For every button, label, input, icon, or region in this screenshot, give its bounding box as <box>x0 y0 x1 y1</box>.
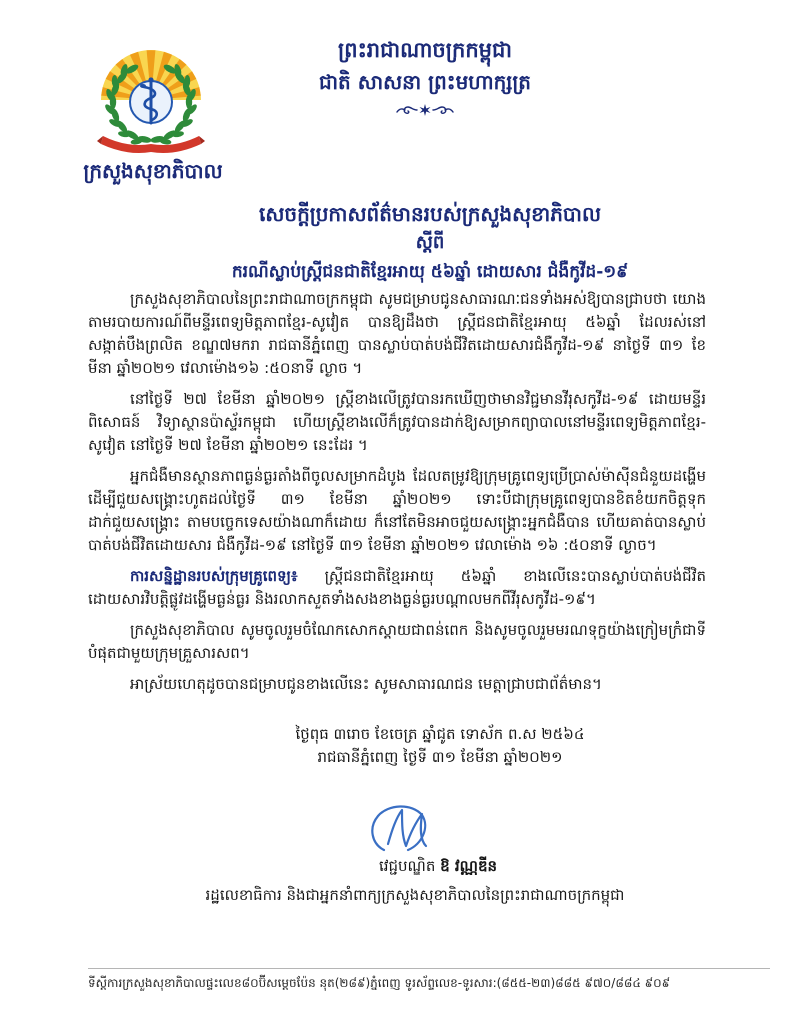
announcement-title <box>110 199 750 287</box>
title-main: សេចក្តីប្រកាសព័ត៌មានរបស់ក្រសួងសុខាភិបាល <box>259 202 601 226</box>
conclusion-lead: ការសន្និដ្ឋានរបស់ក្រុមគ្រូពេទ្យ៖ <box>130 567 298 585</box>
signature-mark-icon <box>362 800 440 856</box>
red-ribbon <box>97 136 205 153</box>
footer-divider <box>88 968 770 969</box>
ministry-name: ក្រសួងសុខាភិបាល <box>83 159 223 183</box>
announcement-body <box>88 288 706 710</box>
solar-date: រាជធានីភ្នំពេញ ថ្ងៃទី ៣១ ខែមីនា ឆ្នាំ២០២១ <box>317 748 563 766</box>
conclusion-text: ស្ត្រីជនជាតិខ្មែរអាយុ ៥៦ឆ្នាំ ខាងលើនេះបានស្លាប់បាត់បង់ជីវិតដោយសារវិបត្តិផ្លូវដង្ហើមធ្ងន់ធ្ងរ និងរលាកសួតទាំងសងខាងធ្ងន់ធ្ងរបណ្តាលមកពីវីរុសកូវីដ-១៩។ <box>88 567 706 608</box>
title-subject: ករណីស្លាប់ស្ត្រីជនជាតិខ្មែរអាយុ ៥៦ឆ្នាំ ដោយសារ ជំងឺកូវីដ-១៩ <box>231 262 629 282</box>
paragraph-test-result: នៅថ្ងៃទី ២៧ ខែមីនា ឆ្នាំ២០២១ ស្ត្រីខាងលើត្រូវបានរកឃើញថាមានវិជ្ជមានវីរុសកូវីដ-១៩ ដោយមន្ទីរពិសោធន៍ វិទ្យាស្ថានប៉ាស្ទ័រកម្ពុជា ហើយស្ត្រីខាងលើក៏ត្រូវបានដាក់ឱ្យសម្រាកព្យាបាលនៅមន្ទីរពេទ្យមិត្តភាពខ្មែរ-សូវៀត នៅថ្ងៃទី ២៧ ខែមីនា ឆ្នាំ២០២១ នេះដែរ ។ <box>88 390 706 454</box>
title-subject-label: ស្តីពី <box>415 232 445 253</box>
signatory-position: រដ្ឋលេខាធិការ និងជាអ្នកនាំពាក្យក្រសួងសុខាភិបាលនៃព្រះរាជាណាចក្រកម្ពុជា <box>205 886 625 904</box>
kingdom-title: ព្រះរាជាណាចក្រកម្ពុជា <box>337 38 512 62</box>
dateline <box>240 723 640 769</box>
signatory-name-line <box>238 853 638 879</box>
footer-address: ទីស្តីការក្រសួងសុខាភិបាលផ្ទះលេខ៨០ប៊ីសម្តេចប៉ែន នុត(២៨៩)ភ្នំពេញ ទូរស័ព្ទលេខ-ទូរសារ:(៨៥៥-២៣)៨៨៥ ៩៧០/៨៨៤ ៩០៩ <box>88 976 671 990</box>
ministry-emblem-icon <box>95 40 207 156</box>
ornament-divider-icon <box>395 103 455 117</box>
national-motto: ជាតិ សាសនា ព្រះមហាក្សត្រ <box>319 70 531 94</box>
signatory-name: ឱ វណ្ណឌីន <box>440 857 498 875</box>
lunar-date: ថ្ងៃពុធ ៣រោច ខែចេត្រ ឆ្នាំជូត ទោស័ក ព.ស ២៥៦៤ <box>295 725 585 743</box>
paragraph-condolence: ក្រសួងសុខាភិបាល សូមចូលរួមចំណែកសោកស្តាយជាពន់ពេក និងសូមចូលរួមមរណទុក្ខយ៉ាងក្រៀមក្រំជាទីបំផុតជាមួយក្រុមគ្រួសារសព។ <box>88 621 706 662</box>
paragraph-closing: អាស្រ័យហេតុដូចបានជម្រាបជូនខាងលើនេះ សូមសាធារណជន មេត្តាជ្រាបជាព័ត៌មាន។ <box>130 675 602 693</box>
paragraph-report: ក្រសួងសុខាភិបាលនៃព្រះរាជាណាចក្រកម្ពុជា សូមជម្រាបជូនសាធារណៈជនទាំងអស់ឱ្យបានជ្រាបថា យោងតាមរបាយការណ៍ពីមន្ទីរពេទ្យមិត្តភាពខ្មែរ-សូវៀត បានឱ្យដឹងថា ស្ត្រីជនជាតិខ្មែរអាយុ ៥៦ឆ្នាំ ដែលរស់នៅសង្កាត់បឹងព្រលិត ខណ្ឌ៧មករា រាជធានីភ្នំពេញ បានស្លាប់បាត់បង់ជីវិតដោយសារជំងឺកូវីដ-១៩ នាថ្ងៃទី ៣១ ខែមីនា ឆ្នាំ២០២១ វេលាម៉ោង១៦ :៥០នាទី ល្ងាច ។ <box>88 290 706 377</box>
paragraph-treatment: អ្នកជំងឺមានស្ថានភាពធ្ងន់ធ្ងរតាំងពីចូលសម្រាកដំបូង ដែលតម្រូវឱ្យក្រុមគ្រូពេទ្យប្រើប្រាស់ម៉ាស៊ីនជំនួយដង្ហើម ដើម្បីជួយសង្គ្រោះហូតដល់ថ្ងៃទី ៣១ ខែមីនា ឆ្នាំ២០២១ ទោះបីជាក្រុមគ្រូពេទ្យបានខិតខំយកចិត្តទុកដាក់ជួយសង្គ្រោះ តាមបច្ចេកទេសយ៉ាងណាក៏ដោយ ក៏នៅតែមិនអាចជួយសង្គ្រោះអ្នកជំងឺបាន ហើយគាត់បានស្លាប់បាត់បង់ជីវិតដោយសារ ជំងឺកូវីដ-១៩ នៅថ្ងៃទី ៣១ ខែមីនា ឆ្នាំ២០២១ វេលាម៉ោង ១៦ :៥០នាទី ល្ងាច។ <box>88 467 706 554</box>
paragraph-conclusion <box>88 565 706 611</box>
kingdom-header <box>270 34 580 117</box>
signatory-title: វេជ្ជបណ្ឌិត <box>378 857 436 875</box>
